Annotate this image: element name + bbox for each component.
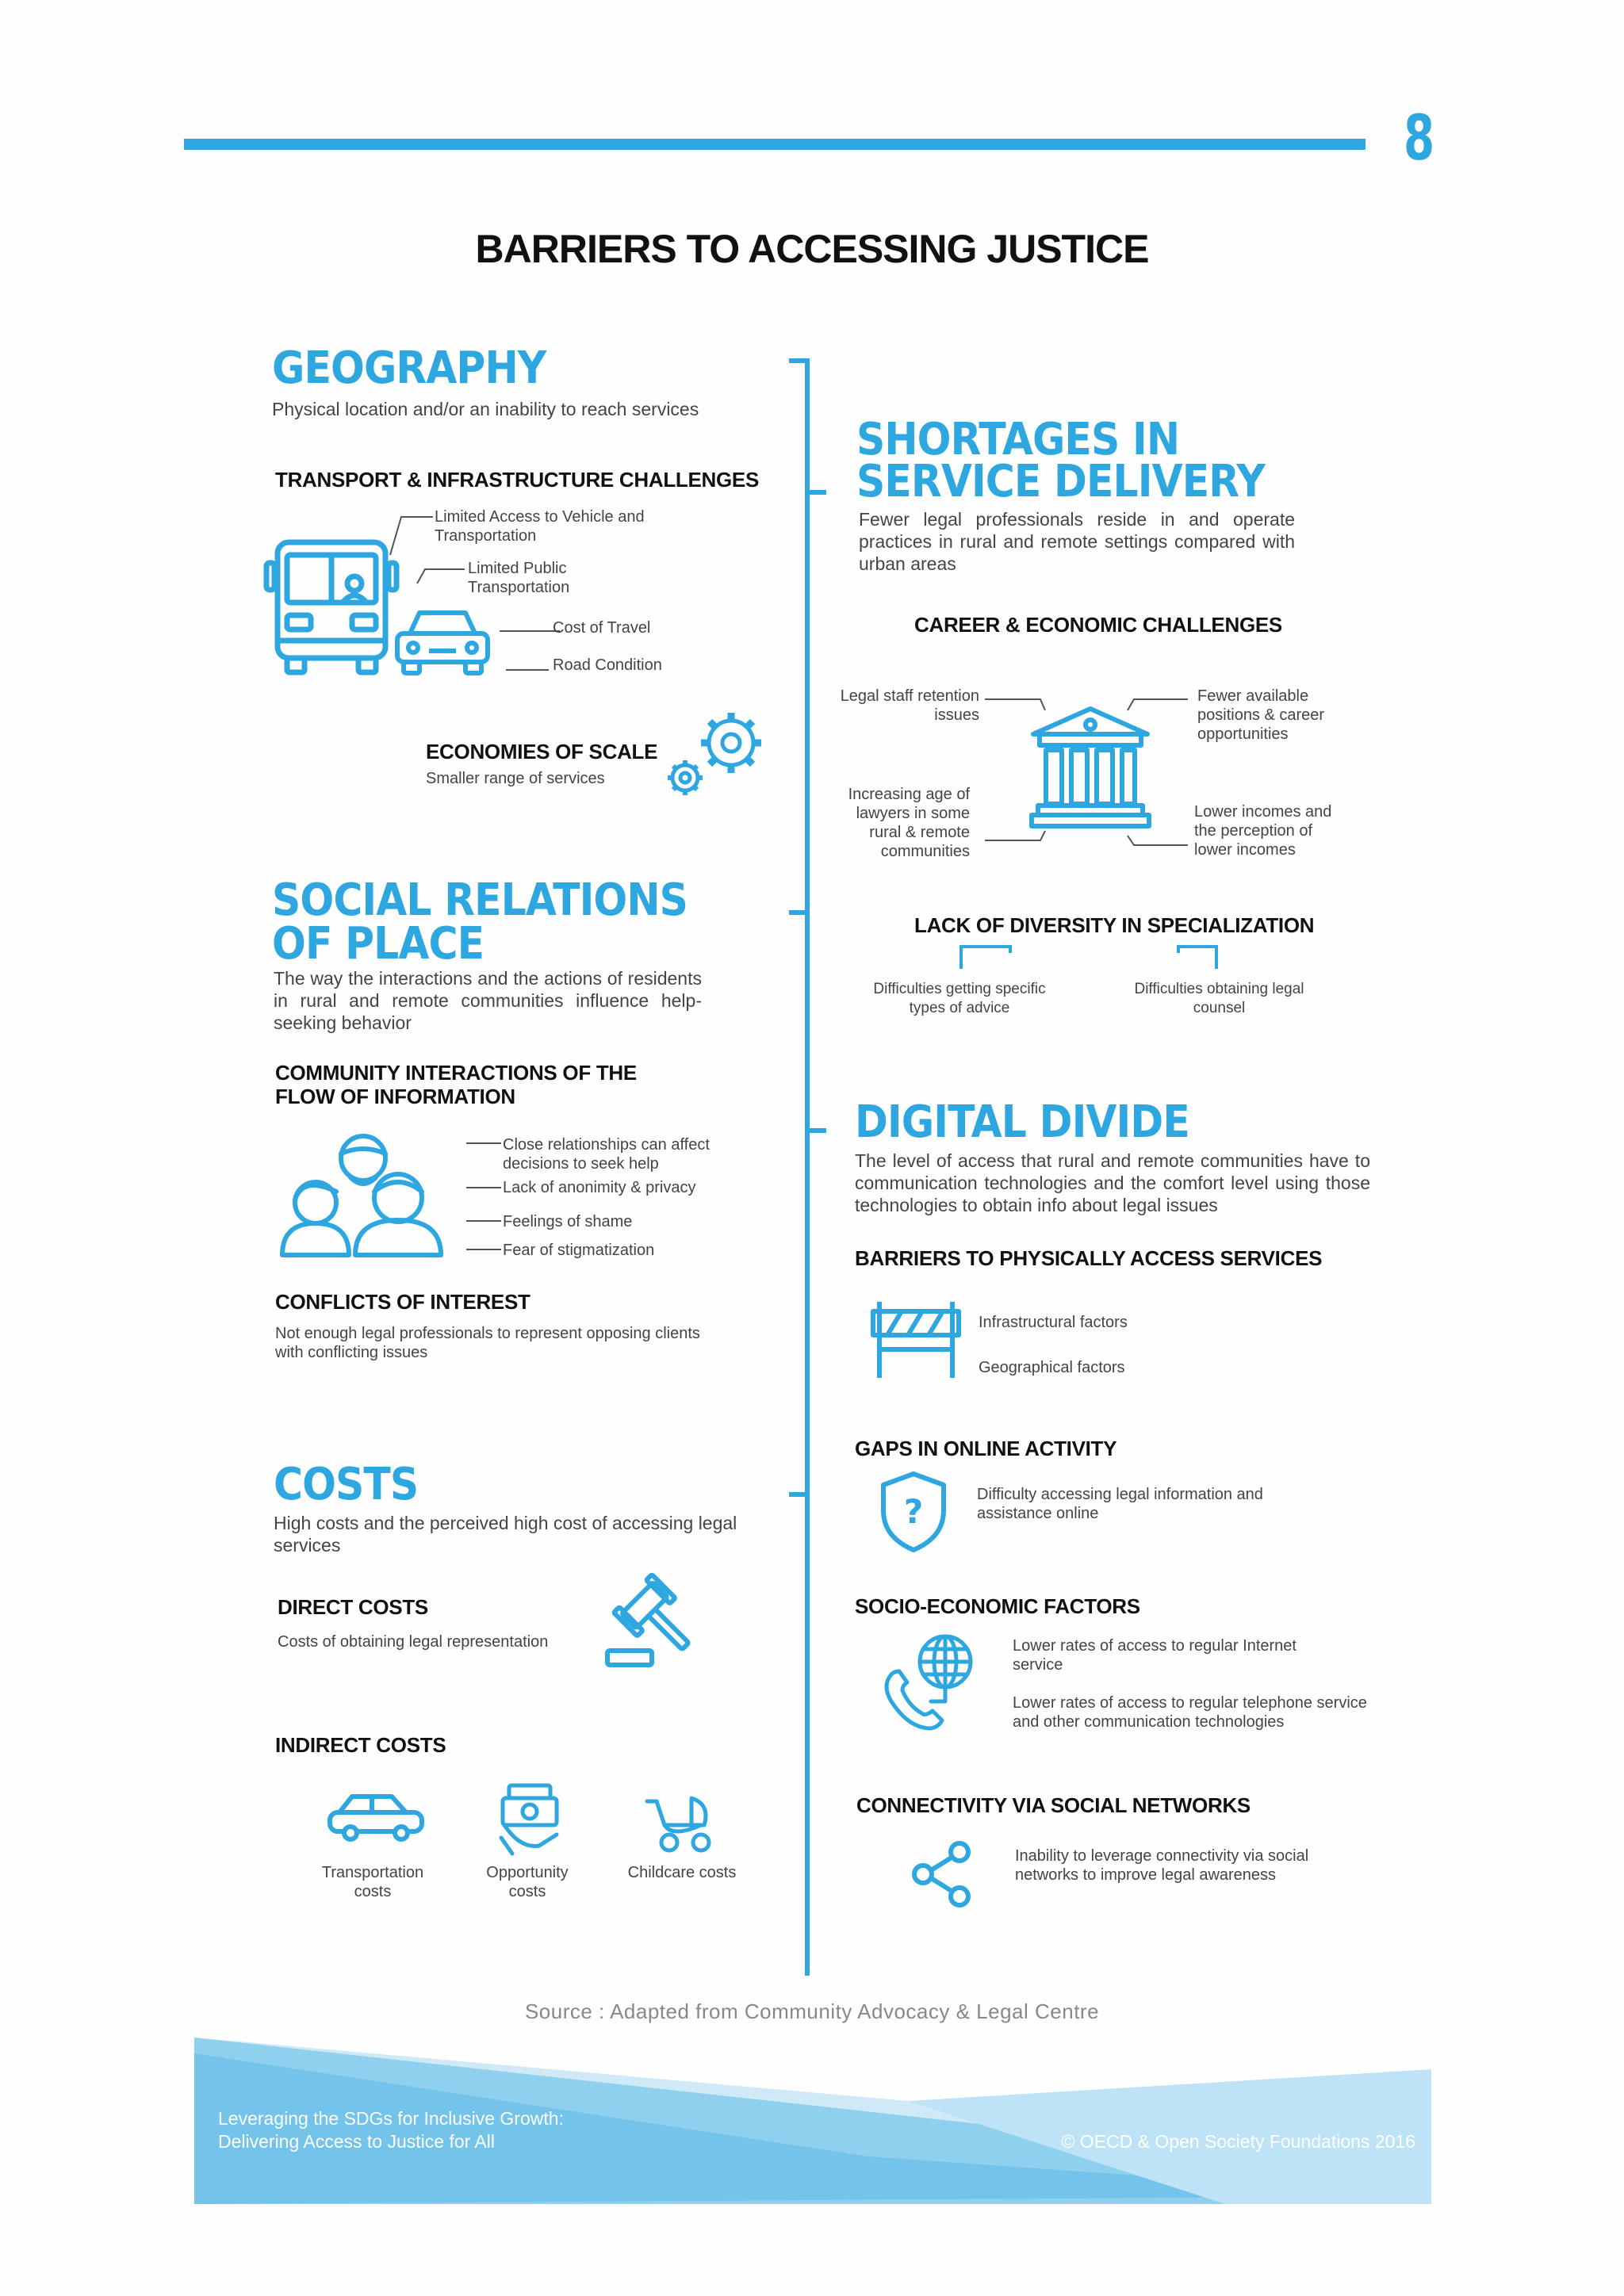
community-item-1: Close relationships can affect decisions to seek help — [503, 1136, 710, 1173]
community-heading-line1: COMMUNITY INTERACTIONS OF THE — [275, 1061, 637, 1085]
indirect-item-transportation: Transportation costs — [321, 1864, 424, 1900]
page-number: 8 — [1404, 103, 1433, 174]
socio-heading: SOCIO-ECONOMIC FACTORS — [855, 1594, 1140, 1618]
footer-publication — [218, 2107, 564, 2153]
digital-description: The level of access that rural and remote communities have to communication technologies and the comfort level using those technologies to obtain info about legal issues — [855, 1150, 1370, 1215]
indirect-item-opportunity: Opportunity costs — [486, 1864, 569, 1900]
social-networks-description: Inability to leverage connectivity via social networks to improve legal awareness — [1015, 1847, 1309, 1884]
timeline-tick — [789, 1492, 808, 1497]
online-heading: GAPS IN ONLINE ACTIVITY — [855, 1437, 1117, 1460]
shortages-heading-line1: SHORTAGES IN — [856, 414, 1180, 465]
community-item-3: Feelings of shame — [503, 1213, 633, 1230]
career-item-1: Legal staff retention issues — [840, 687, 979, 724]
gears-icon — [663, 708, 770, 803]
family-icon — [278, 1130, 448, 1258]
diversity-item-2: Difficulties obtaining legal counsel — [1134, 981, 1304, 1016]
geography-heading: GEOGRAPHY — [272, 342, 546, 394]
footer-copyright: © OECD & Open Society Foundations 2016 — [1061, 2131, 1415, 2152]
digital-heading: DIGITAL DIVIDE — [855, 1096, 1189, 1148]
bus-icon — [263, 539, 400, 675]
economies-heading: ECONOMIES OF SCALE — [426, 740, 658, 763]
timeline-tick — [789, 358, 808, 363]
conflicts-description: Not enough legal professionals to represent opposing clients with conflicting issues — [275, 1325, 700, 1361]
shield-question-icon — [879, 1471, 948, 1553]
socio-item-1: Lower rates of access to regular Internet service — [1013, 1637, 1297, 1674]
indirect-item-childcare: Childcare costs — [627, 1864, 737, 1881]
physical-heading: BARRIERS TO PHYSICALLY ACCESS SERVICES — [855, 1246, 1323, 1270]
top-rule — [184, 139, 1365, 150]
transport-item-3: Cost of Travel — [553, 619, 651, 637]
community-item-4: Fear of stigmatization — [503, 1242, 655, 1259]
social-description: The way the interactions and the actions of residents in rural and remote communities influence help-seeking behavior — [274, 968, 702, 1033]
transport-item-1: Limited Access to Vehicle and Transportation — [435, 508, 645, 545]
community-leader-lines — [444, 1135, 508, 1254]
social-heading-line1: SOCIAL RELATIONS — [272, 874, 688, 926]
road-barrier-icon — [868, 1300, 963, 1380]
costs-heading: COSTS — [274, 1459, 419, 1510]
share-icon — [910, 1841, 974, 1908]
costs-description: High costs and the perceived high cost of accessing legal services — [274, 1513, 737, 1556]
career-heading: CAREER & ECONOMIC CHALLENGES — [914, 613, 1282, 637]
social-networks-heading: CONNECTIVITY VIA SOCIAL NETWORKS — [856, 1793, 1251, 1817]
shortages-description: Fewer legal professionals reside in and operate practices in rural and remote settings compared with urban areas — [859, 509, 1295, 574]
timeline-tick — [807, 490, 826, 495]
page-title: BARRIERS TO ACCESSING JUSTICE — [475, 227, 1149, 271]
online-description: Difficulty accessing legal information and assistance online — [977, 1486, 1263, 1522]
footer-line1: Leveraging the SDGs for Inclusive Growth: — [218, 2108, 564, 2129]
social-heading-line2: OF PLACE — [272, 918, 485, 970]
diversity-brackets — [952, 942, 1237, 974]
physical-item-2: Geographical factors — [979, 1359, 1125, 1376]
timeline-tick — [807, 1128, 826, 1133]
community-heading-line2: FLOW OF INFORMATION — [275, 1085, 515, 1108]
transport-heading: TRANSPORT & INFRASTRUCTURE CHALLENGES — [275, 468, 760, 492]
diversity-heading: LACK OF DIVERSITY IN SPECIALIZATION — [914, 913, 1315, 937]
career-item-3: Increasing age of lawyers in some rural & remote communities — [848, 786, 970, 860]
career-item-2: Fewer available positions & career opportunities — [1197, 687, 1325, 743]
transport-item-2: Limited Public Transportation — [468, 560, 570, 596]
shortages-heading-line2: SERVICE DELIVERY — [856, 456, 1265, 507]
svg-text:?: ? — [903, 1492, 924, 1531]
gavel-icon — [603, 1578, 702, 1673]
timeline-line — [805, 358, 810, 1976]
indirect-costs-heading: INDIRECT COSTS — [275, 1733, 446, 1757]
community-item-2: Lack of anonimity & privacy — [503, 1179, 696, 1196]
timeline-tick — [789, 910, 808, 915]
footer-line2: Delivering Access to Justice for All — [218, 2131, 495, 2152]
childcare-stroller-icon — [644, 1790, 720, 1854]
source-note: Source : Adapted from Community Advocacy & Legal Centre — [524, 1999, 1100, 2023]
phone-globe-icon — [882, 1632, 982, 1732]
direct-costs-description: Costs of obtaining legal representation — [278, 1633, 549, 1651]
transportation-car-icon — [327, 1792, 425, 1843]
diversity-item-1: Difficulties getting specific types of advice — [873, 981, 1046, 1016]
economies-description: Smaller range of services — [426, 770, 605, 787]
socio-item-2: Lower rates of access to regular telephone service and other communication technologies — [1013, 1694, 1367, 1731]
career-item-4: Lower incomes and the perception of lower incomes — [1194, 803, 1332, 859]
geography-description: Physical location and/or an inability to reach services — [272, 399, 699, 419]
conflicts-heading: CONFLICTS OF INTEREST — [275, 1290, 530, 1314]
transport-item-4: Road Condition — [553, 656, 662, 674]
career-leader-lines — [967, 690, 1197, 848]
direct-costs-heading: DIRECT COSTS — [278, 1595, 428, 1619]
opportunity-money-icon — [498, 1782, 561, 1858]
physical-item-1: Infrastructural factors — [979, 1314, 1128, 1331]
